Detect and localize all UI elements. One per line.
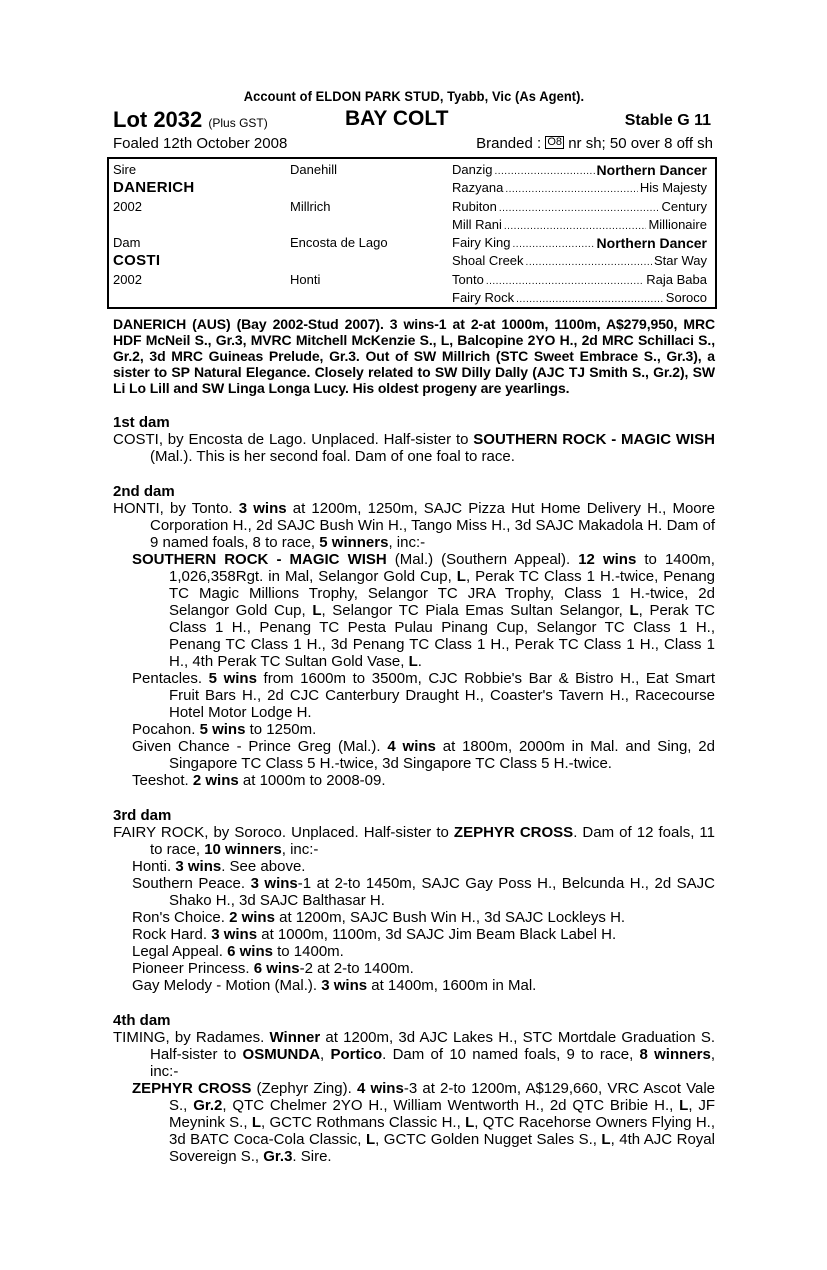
pedigree-g3-row bbox=[452, 272, 707, 287]
dam-name: COSTI bbox=[113, 252, 161, 269]
text: , GCTC Golden Nugget Sales S., bbox=[375, 1131, 602, 1148]
bold-text: L bbox=[465, 1114, 475, 1131]
bold-text: 5 wins bbox=[208, 670, 257, 687]
bold-text: 12 wins bbox=[578, 551, 637, 568]
bold-text: L bbox=[312, 602, 322, 619]
bold-text: Portico bbox=[330, 1046, 383, 1063]
text: , 4th AJC Royal Sovereign S., bbox=[169, 1131, 715, 1165]
text: (Mal.) (Southern Appeal). bbox=[386, 551, 579, 568]
pedigree-g3-row bbox=[452, 235, 707, 251]
progeny-entry bbox=[113, 1080, 715, 1165]
pedigree-g3-row bbox=[452, 290, 707, 305]
first-dam-section bbox=[113, 414, 715, 465]
text: at 1800m, 2000m in Mal. and Sing, 2d Singapore TC Class 5 H.-twice, 3d Singapore TC Class 5 H.-twice. bbox=[169, 738, 715, 772]
g3-left: Shoal Creek bbox=[452, 253, 524, 268]
progeny-entry bbox=[113, 943, 715, 960]
bold-text: L bbox=[679, 1097, 689, 1114]
progeny-entry bbox=[113, 551, 715, 670]
progeny-entry bbox=[113, 721, 715, 738]
text: (Zephyr Zing). bbox=[251, 1080, 357, 1097]
text: Legal Appeal. bbox=[132, 943, 228, 960]
bold-text: Gr.3 bbox=[263, 1148, 293, 1165]
bold-text: 3 wins bbox=[250, 875, 298, 892]
text: at 1200m, SAJC Bush Win H., 3d SAJC Lockleys H. bbox=[274, 909, 626, 926]
pedigree-g3-row bbox=[452, 199, 707, 214]
text: , GCTC Rothmans Classic H., bbox=[260, 1114, 466, 1131]
bold-text: 10 winners bbox=[204, 841, 282, 858]
text: HONTI, by Tonto. bbox=[113, 500, 239, 517]
text: , inc:- bbox=[281, 841, 319, 858]
text: at 1000m, 1100m, 3d SAJC Jim Beam Black Label H. bbox=[257, 926, 617, 943]
pedigree-g3-row bbox=[452, 217, 707, 232]
pedigree-g3-row bbox=[452, 253, 707, 268]
bold-text: 3 wins bbox=[238, 500, 287, 517]
g3-left: Mill Rani bbox=[452, 217, 502, 232]
bold-text: 8 winners bbox=[639, 1046, 711, 1063]
progeny-entry bbox=[113, 909, 715, 926]
progeny-entry bbox=[113, 875, 715, 909]
bold-text: OSMUNDA bbox=[242, 1046, 321, 1063]
text: , JF Meynink S., bbox=[169, 1097, 715, 1131]
text: COSTI, by Encosta de Lago. Unplaced. Half-sister to bbox=[113, 431, 474, 448]
brand-mark-icon: O8 bbox=[547, 136, 563, 148]
text: , Perak TC Class 1 H.-twice, Penang TC Magic Millions Trophy, Selangor TC JRA Trophy, Class 1 H.-twice, 2d Selangor Gold Cup, bbox=[169, 568, 716, 619]
fourth-dam-section bbox=[113, 1012, 715, 1165]
bold-text: 6 wins bbox=[227, 943, 273, 960]
text: Rock Hard. bbox=[132, 926, 212, 943]
bold-text: 2 wins bbox=[229, 909, 275, 926]
text: Given Chance - Prince Greg (Mal.). bbox=[132, 738, 388, 755]
dam-label: Dam bbox=[113, 235, 141, 250]
text: , bbox=[320, 1046, 331, 1063]
plus-gst: (Plus GST) bbox=[208, 116, 268, 130]
pedigree-table bbox=[107, 157, 717, 309]
text: FAIRY ROCK, by Soroco. Unplaced. Half-sister to bbox=[113, 824, 454, 841]
g3-left: Rubiton bbox=[452, 199, 497, 214]
text: (Mal.). This is her second foal. Dam of one foal to race. bbox=[150, 448, 515, 465]
text: Pocahon. bbox=[132, 721, 200, 738]
text: at 1400m, 1600m in Mal. bbox=[367, 977, 537, 994]
bold-text: ZEPHYR CROSS bbox=[453, 824, 574, 841]
text: to 1400m. bbox=[272, 943, 344, 960]
foaled-date: Foaled 12th October 2008 bbox=[113, 135, 288, 152]
text: , Selangor TC Piala Emas Sultan Selangor, bbox=[321, 602, 630, 619]
g3-right: Northern Dancer bbox=[596, 162, 707, 178]
bold-text: 3 wins bbox=[321, 977, 368, 994]
progeny-entry bbox=[113, 772, 715, 789]
bold-text: L bbox=[601, 1131, 611, 1148]
sire-year: 2002 bbox=[113, 199, 142, 214]
g3-left: Tonto bbox=[452, 272, 484, 287]
bold-text: 2 wins bbox=[192, 772, 239, 789]
text: Honti. bbox=[132, 858, 176, 875]
text: . Dam of 10 named foals, 9 to race, bbox=[382, 1046, 640, 1063]
foaled-line bbox=[113, 135, 715, 155]
bold-text: 5 winners bbox=[319, 534, 389, 551]
text: , inc:- bbox=[150, 1046, 715, 1080]
bold-text: L bbox=[251, 1114, 261, 1131]
section-title: 3rd dam bbox=[113, 807, 172, 824]
bold-text: Winner bbox=[269, 1029, 321, 1046]
progeny-entry bbox=[113, 977, 715, 994]
text: Pentacles. bbox=[132, 670, 209, 687]
g3-right: Soroco bbox=[665, 290, 707, 305]
lot-line bbox=[113, 107, 715, 135]
g3-right: Star Way bbox=[654, 253, 707, 268]
text: . bbox=[417, 653, 422, 670]
vendor-account: Account of ELDON PARK STUD, Tyabb, Vic (As Agent). bbox=[243, 88, 585, 104]
bold-text: L bbox=[456, 568, 466, 585]
bold-text: 4 wins bbox=[387, 738, 436, 755]
text: Teeshot. bbox=[132, 772, 193, 789]
text: , Perak TC Class 1 H., Penang TC Pesta Pulau Pinang Cup, Selangor TC Class 1 H., Penang TC Class 1 H., 3d Penang TC Class 1 H., Perak TC Class 1 H., Class 1 H., 4th Perak TC Sultan Gold Vase, bbox=[169, 602, 715, 670]
text: -1 at 2-to 1450m, SAJC Gay Poss H., Belcunda H., 2d SAJC Shako H., 3d SAJC Balthasar H. bbox=[169, 875, 715, 909]
text: at 1200m, 1250m, SAJC Pizza Hut Home Delivery H., Moore Corporation H., 2d SAJC Bush Win H., Tango Miss H., 3d SAJC Makadola H. Dam of 9 named foals, 8 to race, bbox=[150, 500, 715, 551]
text: . See above. bbox=[221, 858, 306, 875]
second-dam-section bbox=[113, 483, 715, 789]
sire-label: Sire bbox=[113, 162, 137, 177]
g3-left: Fairy Rock bbox=[452, 290, 515, 305]
bold-text: ZEPHYR CROSS bbox=[132, 1080, 252, 1097]
catalogue-page bbox=[113, 88, 715, 1165]
lot-number bbox=[113, 107, 268, 133]
text: to 1250m. bbox=[245, 721, 317, 738]
text: , QTC Racehorse Owners Flying H., 3d BATC Coca-Cola Classic, bbox=[169, 1114, 715, 1148]
sire-dam: Millrich bbox=[290, 199, 331, 214]
section-title: 4th dam bbox=[113, 1012, 171, 1029]
pedigree-g3-row bbox=[452, 180, 707, 195]
dam-paragraph bbox=[113, 431, 715, 465]
lot-label: Lot 2032 bbox=[113, 107, 203, 132]
g3-right: His Majesty bbox=[639, 180, 707, 195]
g3-left: Danzig bbox=[452, 162, 493, 177]
dam-paragraph bbox=[113, 500, 715, 551]
text: Southern Peace. bbox=[132, 875, 251, 892]
g3-right: Northern Dancer bbox=[596, 235, 707, 251]
horse-title: BAY COLT bbox=[345, 107, 449, 130]
bold-text: 6 wins bbox=[253, 960, 300, 977]
progeny-entry bbox=[113, 960, 715, 977]
bold-text: SOUTHERN ROCK - MAGIC WISH bbox=[473, 431, 715, 448]
bold-text: 3 wins bbox=[211, 926, 258, 943]
progeny-entry bbox=[113, 926, 715, 943]
progeny-entry bbox=[113, 738, 715, 772]
text: Gay Melody - Motion (Mal.). bbox=[132, 977, 322, 994]
stable-location: Stable G 11 bbox=[624, 112, 711, 129]
text: Pioneer Princess. bbox=[132, 960, 254, 977]
g3-right: Raja Baba bbox=[646, 272, 707, 287]
dam-paragraph bbox=[113, 1029, 715, 1080]
text: Ron's Choice. bbox=[132, 909, 230, 926]
sire-name: DANERICH bbox=[113, 179, 195, 196]
bold-text: 4 wins bbox=[356, 1080, 404, 1097]
bold-text: L bbox=[629, 602, 639, 619]
section-title: 2nd dam bbox=[113, 483, 175, 500]
dam-paragraph bbox=[113, 824, 715, 858]
bold-text: L bbox=[408, 653, 418, 670]
text: -3 at 2-to 1200m, A$129,660, VRC Ascot Vale S., bbox=[169, 1080, 716, 1114]
section-title: 1st dam bbox=[113, 414, 170, 431]
progeny-entry bbox=[113, 858, 715, 875]
branded-info bbox=[476, 135, 713, 152]
branded-text: nr sh; 50 over 8 off sh bbox=[568, 135, 713, 152]
branded-label: Branded : bbox=[476, 135, 542, 152]
sire-summary: DANERICH (AUS) (Bay 2002-Stud 2007). 3 wins-1 at 2-at 1000m, 1100m, A$279,950, MRC HDF McNeil S., Gr.3, MVRC Mitchell McKenzie S., L, Balcopine 2YO H., 2d MRC Schillaci S., Gr.2, 3d MRC Guineas Prelude, Gr.3. Out of SW Millrich (STC Sweet Embrace S., Gr.3), a sister to SP Natural Elegance. Closely related to SW Dilly Dally (AJC TJ Smith S., Gr.2), SW Li Lo Lill and SW Linga Longa Lucy. His oldest progeny are yearlings. bbox=[113, 316, 715, 396]
g3-right: Century bbox=[661, 199, 707, 214]
bold-text: Gr.2 bbox=[193, 1097, 223, 1114]
bold-text: L bbox=[365, 1131, 376, 1148]
bold-text: 3 wins bbox=[175, 858, 222, 875]
g3-left: Fairy King bbox=[452, 235, 511, 250]
text: TIMING, by Radames. bbox=[113, 1029, 270, 1046]
text: at 1200m, 3d AJC Lakes H., STC Mortdale Graduation S. Half-sister to bbox=[150, 1029, 715, 1063]
progeny-entry bbox=[113, 670, 715, 721]
text: . Sire. bbox=[292, 1148, 332, 1165]
dam-sire: Encosta de Lago bbox=[290, 235, 388, 250]
text: from 1600m to 3500m, CJC Robbie's Bar & Bistro H., Eat Smart Fruit Bars H., 2d CJC Canterbury Draught H., Coaster's Tavern H., Racecourse Hotel Motor Lodge H. bbox=[169, 670, 716, 721]
text: , QTC Chelmer 2YO H., William Wentworth H., 2d QTC Bribie H., bbox=[222, 1097, 680, 1114]
text: at 1000m to 2008-09. bbox=[238, 772, 386, 789]
pedigree-g3-row bbox=[452, 162, 707, 178]
dam-dam: Honti bbox=[290, 272, 321, 287]
third-dam-section bbox=[113, 807, 715, 994]
text: to 1400m, 1,026,358Rgt. in Mal, Selangor Gold Cup, bbox=[169, 551, 715, 585]
sire-sire: Danehill bbox=[290, 162, 337, 177]
g3-left: Razyana bbox=[452, 180, 504, 195]
text: -2 at 2-to 1400m. bbox=[299, 960, 414, 977]
bold-text: 5 wins bbox=[199, 721, 246, 738]
g3-right: Millionaire bbox=[648, 217, 707, 232]
text: . Dam of 12 foals, 11 to race, bbox=[150, 824, 716, 858]
bold-text: SOUTHERN ROCK - MAGIC WISH bbox=[132, 551, 387, 568]
text: , inc:- bbox=[388, 534, 426, 551]
dam-year: 2002 bbox=[113, 272, 142, 287]
